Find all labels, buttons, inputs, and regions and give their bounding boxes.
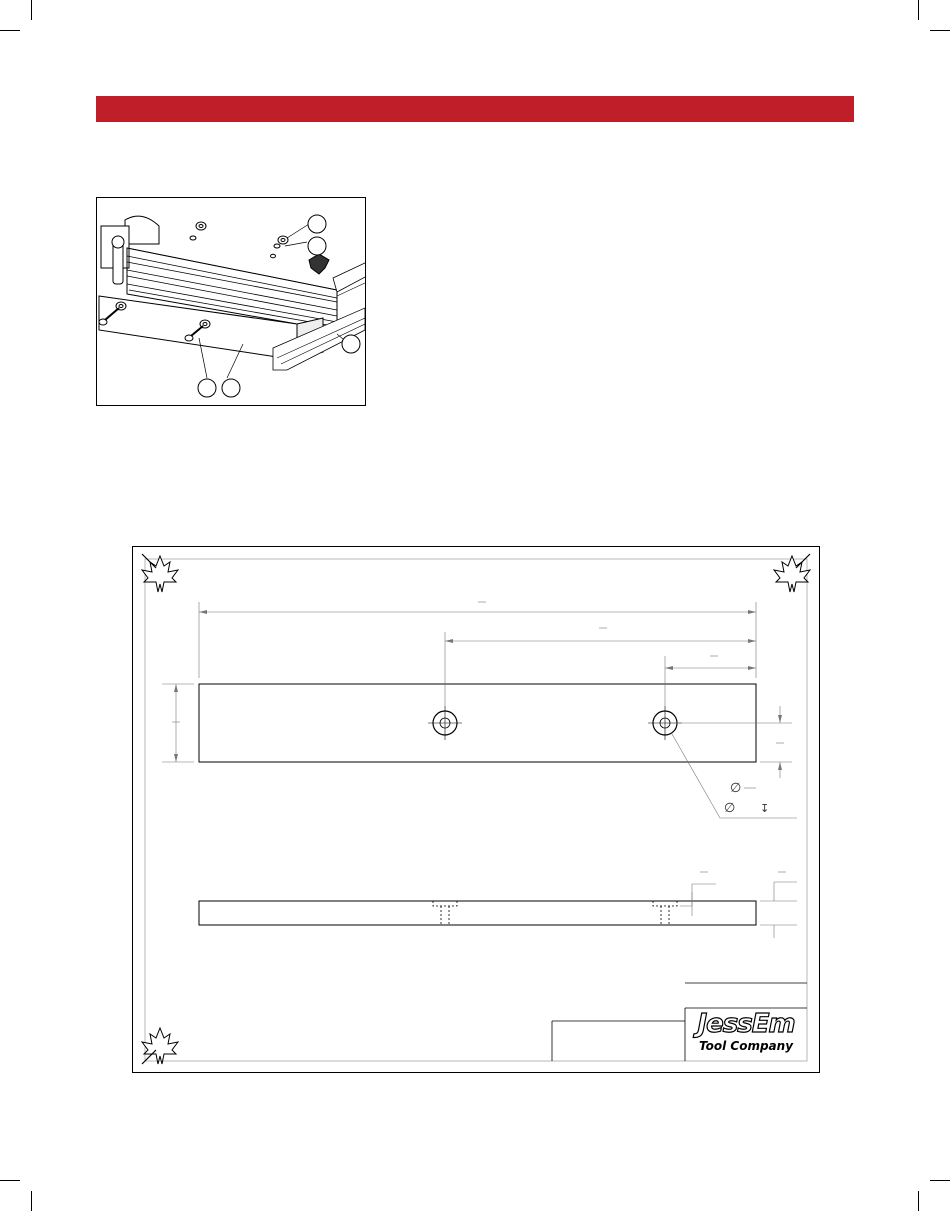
sheet-inner-border [145, 559, 807, 1061]
crop-mark [918, 1191, 919, 1211]
crop-mark [0, 30, 20, 31]
crop-mark [930, 1180, 950, 1181]
assembly-drawing [97, 198, 366, 406]
maple-leaf-icon [774, 556, 810, 592]
plate-side-view [199, 901, 756, 925]
technical-drawing [132, 546, 820, 1073]
crop-mark [918, 0, 919, 20]
crop-mark [0, 1180, 20, 1181]
diameter-symbol: ∅ [724, 801, 736, 816]
maple-leaf-icon [142, 556, 178, 592]
crop-mark [31, 1191, 32, 1211]
crop-mark [930, 30, 950, 31]
depth-symbol: ↧ [760, 802, 770, 815]
section-header-band [96, 96, 854, 122]
crop-mark [31, 0, 32, 20]
company-logo [690, 1010, 802, 1053]
assembly-illustration [96, 197, 366, 406]
sheet-border [133, 547, 820, 1073]
diameter-symbol: ∅ [730, 781, 742, 796]
logo-wordmark: JessEm [697, 1009, 795, 1039]
logo-subtitle: Tool Company [698, 1039, 794, 1053]
